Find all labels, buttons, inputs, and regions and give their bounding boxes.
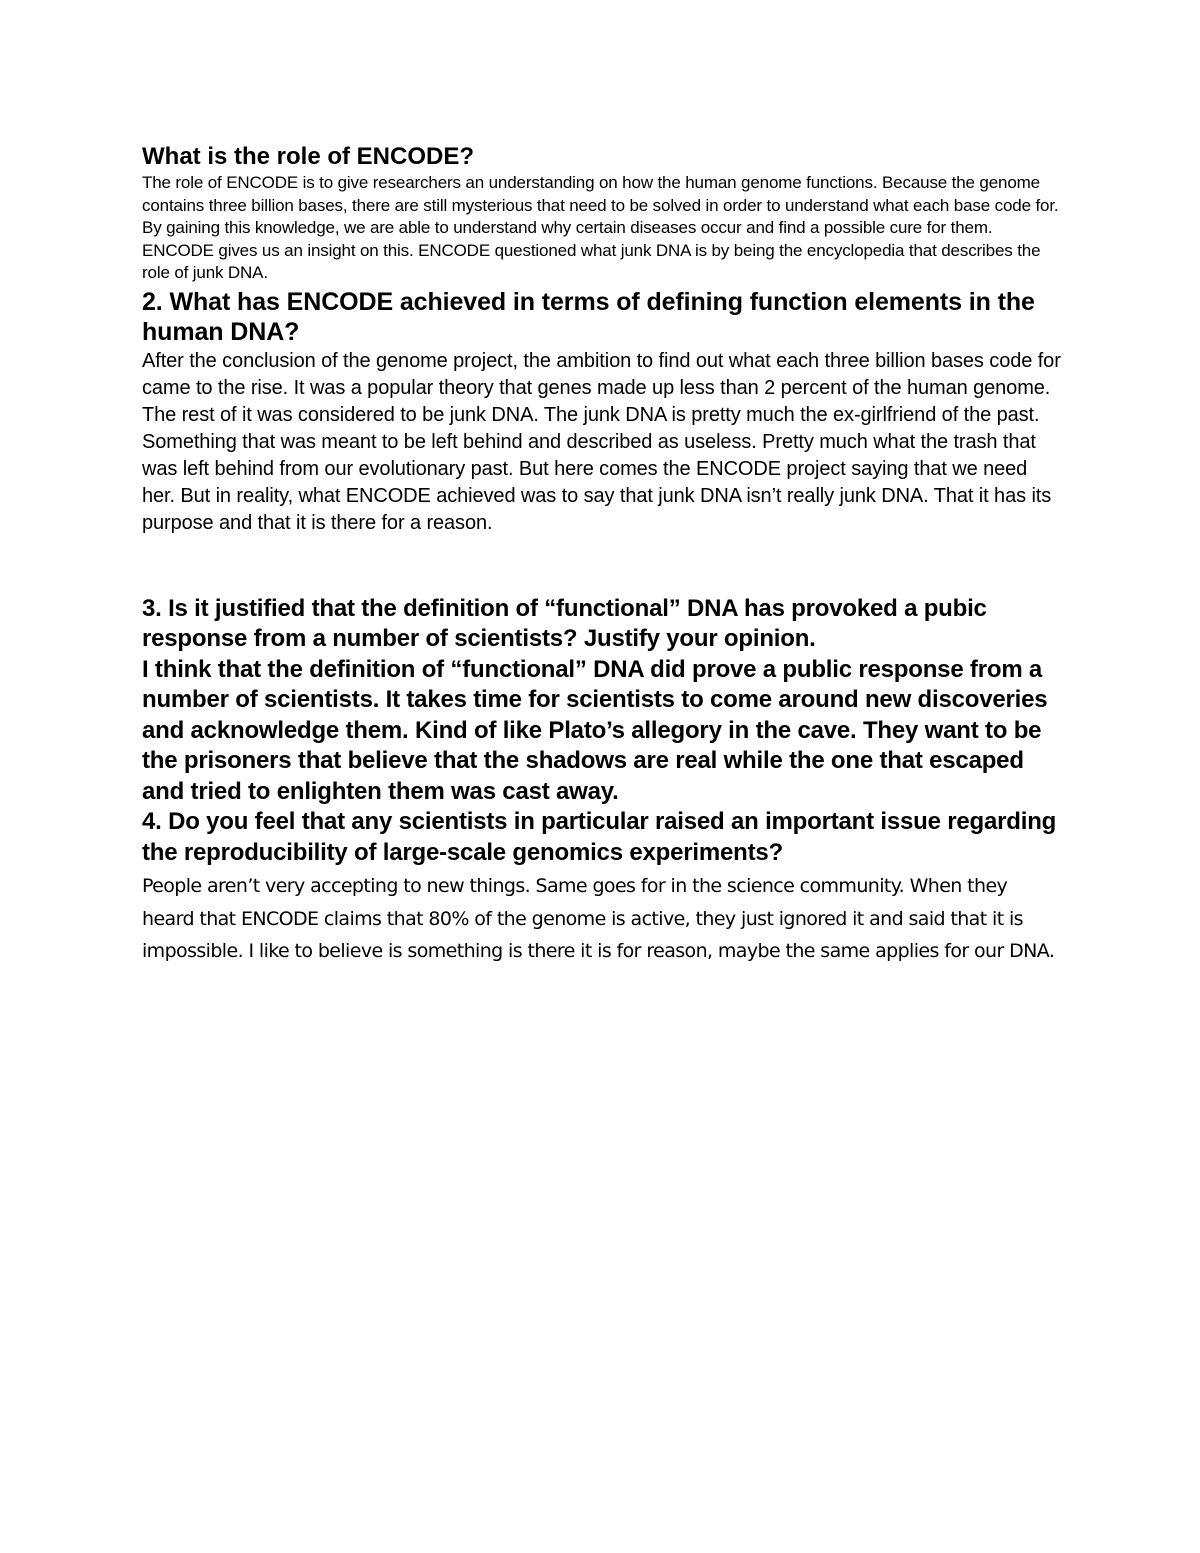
question-3-answer: I think that the definition of “functional” DNA did prove a public response from a number of scientists. It takes time for scientists to come around new discoveries and acknowledge them. Kind of like Plato’s allegory in the cave. They want to be the prisoners that believe that the shadows are real while the one that escaped and tried to enlighten them was cast away. (142, 655, 1048, 805)
question-4-answer: People aren’t very accepting to new things. Same goes for in the science community. When they heard that ENCODE claims that 80% of the genome is active, they just ignored it and said that it is impossible. I like to believe is something is there it is for reason, maybe the same applies for our DNA. (142, 875, 1055, 962)
question-2-answer: After the conclusion of the genome project, the ambition to find out what each three billion bases code for came to the rise. It was a popular theory that genes made up less than 2 percent of the human genome. The rest of it was considered to be junk DNA. The junk DNA is pretty much the ex-girlfriend of the past. Something that was meant to be left behind and described as useless. Pretty much what the trash that was left behind from our evolutionary past. But here comes the ENCODE project saying that we need her. But in reality, what ENCODE achieved was to say that junk DNA isn’t really junk DNA. That it has its purpose and that it is there for a reason. (142, 349, 1061, 534)
question-3-heading: 3. Is it justified that the definition of “functional” DNA has provoked a pubic response from a number of scientists? Justify your opinion. (142, 594, 987, 652)
question-4-heading: 4. Do you feel that any scientists in particular raised an important issue regarding the reproducibility of large-scale genomics experiments? (142, 808, 1057, 866)
document-page (142, 142, 1062, 968)
question-1-answer: The role of ENCODE is to give researchers an understanding on how the human genome functions. Because the genome contains three billion bases, there are still mysterious that need to be solved in order to understand what each base code for. By gaining this knowledge, we are able to understand why certain diseases occur and find a possible cure for them. ENCODE gives us an insight on this. ENCODE questioned what junk DNA is by being the encyclopedia that describes the role of junk DNA. (142, 173, 1059, 282)
question-1-heading: What is the role of ENCODE? (142, 143, 475, 170)
question-2-heading: 2. What has ENCODE achieved in terms of defining function elements in the human DNA? (142, 287, 1035, 346)
